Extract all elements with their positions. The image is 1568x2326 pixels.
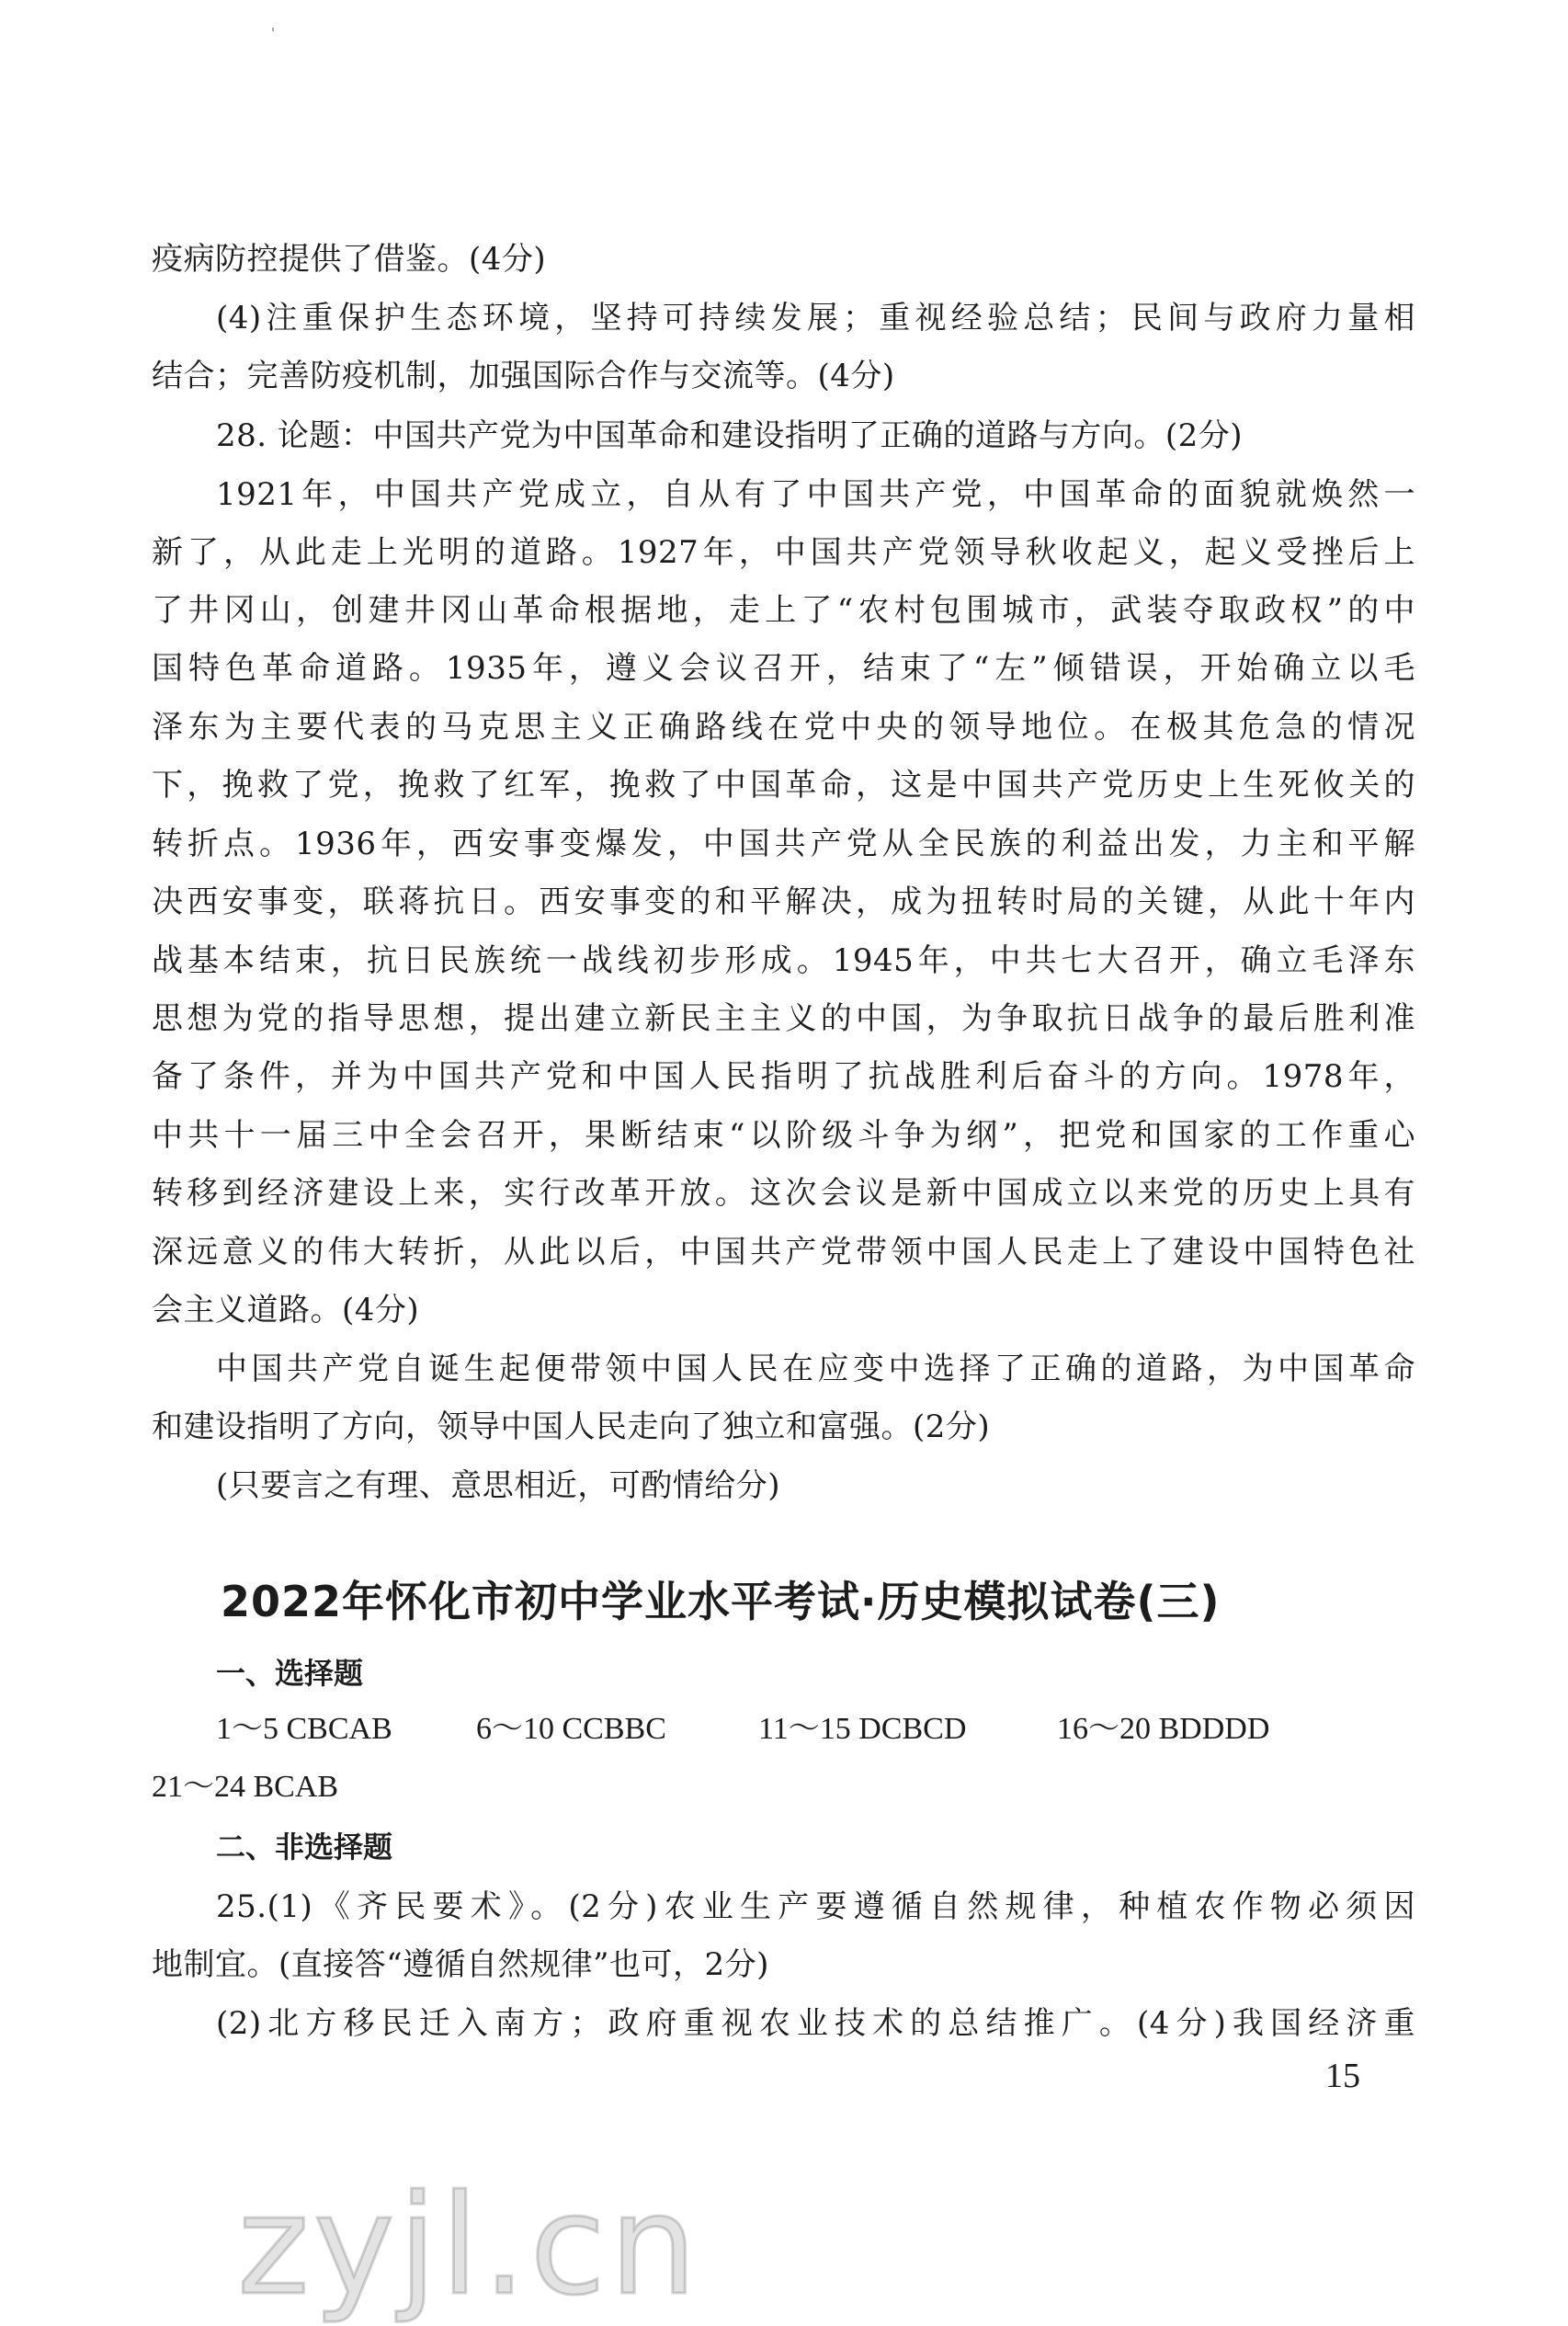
- q28-thesis: 28. 论题：中国共产党为中国革命和建设指明了正确的道路与方向。(2分): [216, 417, 1244, 454]
- text-line: 备了条件，并为中国共产党和中国人民指明了抗战胜利后奋斗的方向。1978年，: [152, 1058, 1415, 1095]
- text-line: 泽东为主要代表的马克思主义正确路线在党中央的领导地位。在极其危急的情况: [152, 709, 1415, 746]
- section-heading: 一、选择题: [216, 1656, 364, 1691]
- text-line: 深远意义的伟大转折，从此以后，中国共产党带领中国人民走上了建设中国特色社: [152, 1234, 1415, 1271]
- text-line: (2)北方移民迁入南方；政府重视农业技术的总结推广。(4分)我国经济重: [216, 2005, 1415, 2042]
- text-line: 了井冈山，创建井冈山革命根据地，走上了“农村包围城市，武装夺取政权”的中: [152, 592, 1415, 629]
- text-line: 转移到经济建设上来，实行改革开放。这次会议是新中国成立以来党的历史上具有: [152, 1175, 1415, 1212]
- text-line: 25.(1)《齐民要术》。(2分)农业生产要遵循自然规律，种植农作物必须因: [216, 1888, 1415, 1925]
- text-line: 新了，从此走上光明的道路。1927年，中国共产党领导秋收起义，起义受挫后上: [152, 534, 1415, 571]
- text-line: 中共十一届三中全会召开，果断结束“以阶级斗争为纲”，把党和国家的工作重心: [152, 1117, 1415, 1154]
- section-heading: 二、非选择题: [216, 1830, 393, 1864]
- text-line: 和建设指明了方向，领导中国人民走向了独立和富强。(2分): [152, 1408, 991, 1445]
- text-line: 战基本结束，抗日民族统一战线初步形成。1945年，中共七大召开，确立毛泽东: [152, 942, 1415, 979]
- scan-speck: [272, 28, 274, 31]
- answer-group: 21～24 BCAB: [152, 1770, 339, 1804]
- answer-group: 1～5 CBCAB: [216, 1712, 392, 1746]
- text-line: 地制宜。(直接答“遵循自然规律”也可，2分): [152, 1946, 769, 1983]
- exam-title: 2022年怀化市初中学业水平考试·历史模拟试卷(三): [221, 1577, 1221, 1626]
- text-line: 疫病防控提供了借鉴。(4分): [152, 241, 547, 278]
- text-line: 会主义道路。(4分): [152, 1292, 420, 1328]
- text-line: 国特色革命道路。1935年，遵义会议召开，结束了“左”倾错误，开始确立以毛: [152, 650, 1415, 687]
- answer-group: 11～15 DCBCD: [758, 1712, 967, 1746]
- text-line: 决西安事变，联蒋抗日。西安事变的和平解决，成为扭转时局的关键，从此十年内: [152, 884, 1415, 920]
- text-line: 1921年，中国共产党成立，自从有了中国共产党，中国革命的面貌就焕然一: [216, 476, 1415, 513]
- answer-group: 16～20 BDDDD: [1057, 1712, 1270, 1746]
- grading-note: (只要言之有理、意思相近，可酌情给分): [216, 1467, 781, 1504]
- watermark: zyjl.cn: [237, 2166, 701, 2326]
- text-line: 下，挽救了党，挽救了红军，挽救了中国革命，这是中国共产党历史上生死攸关的: [152, 767, 1415, 804]
- text-line: 转折点。1936年，西安事变爆发，中国共产党从全民族的利益出发，力主和平解: [152, 826, 1415, 862]
- answer-group: 6～10 CCBBC: [476, 1712, 666, 1746]
- page-number: 15: [1325, 2057, 1360, 2095]
- text-line: (4)注重保护生态环境，坚持可持续发展；重视经验总结；民间与政府力量相: [216, 300, 1415, 336]
- text-line: 结合；完善防疫机制，加强国际合作与交流等。(4分): [152, 358, 895, 394]
- text-line: 思想为党的指导思想，提出建立新民主主义的中国，为争取抗日战争的最后胜利准: [152, 1000, 1415, 1037]
- text-line: 中国共产党自诞生起便带领中国人民在应变中选择了正确的道路，为中国革命: [216, 1351, 1415, 1387]
